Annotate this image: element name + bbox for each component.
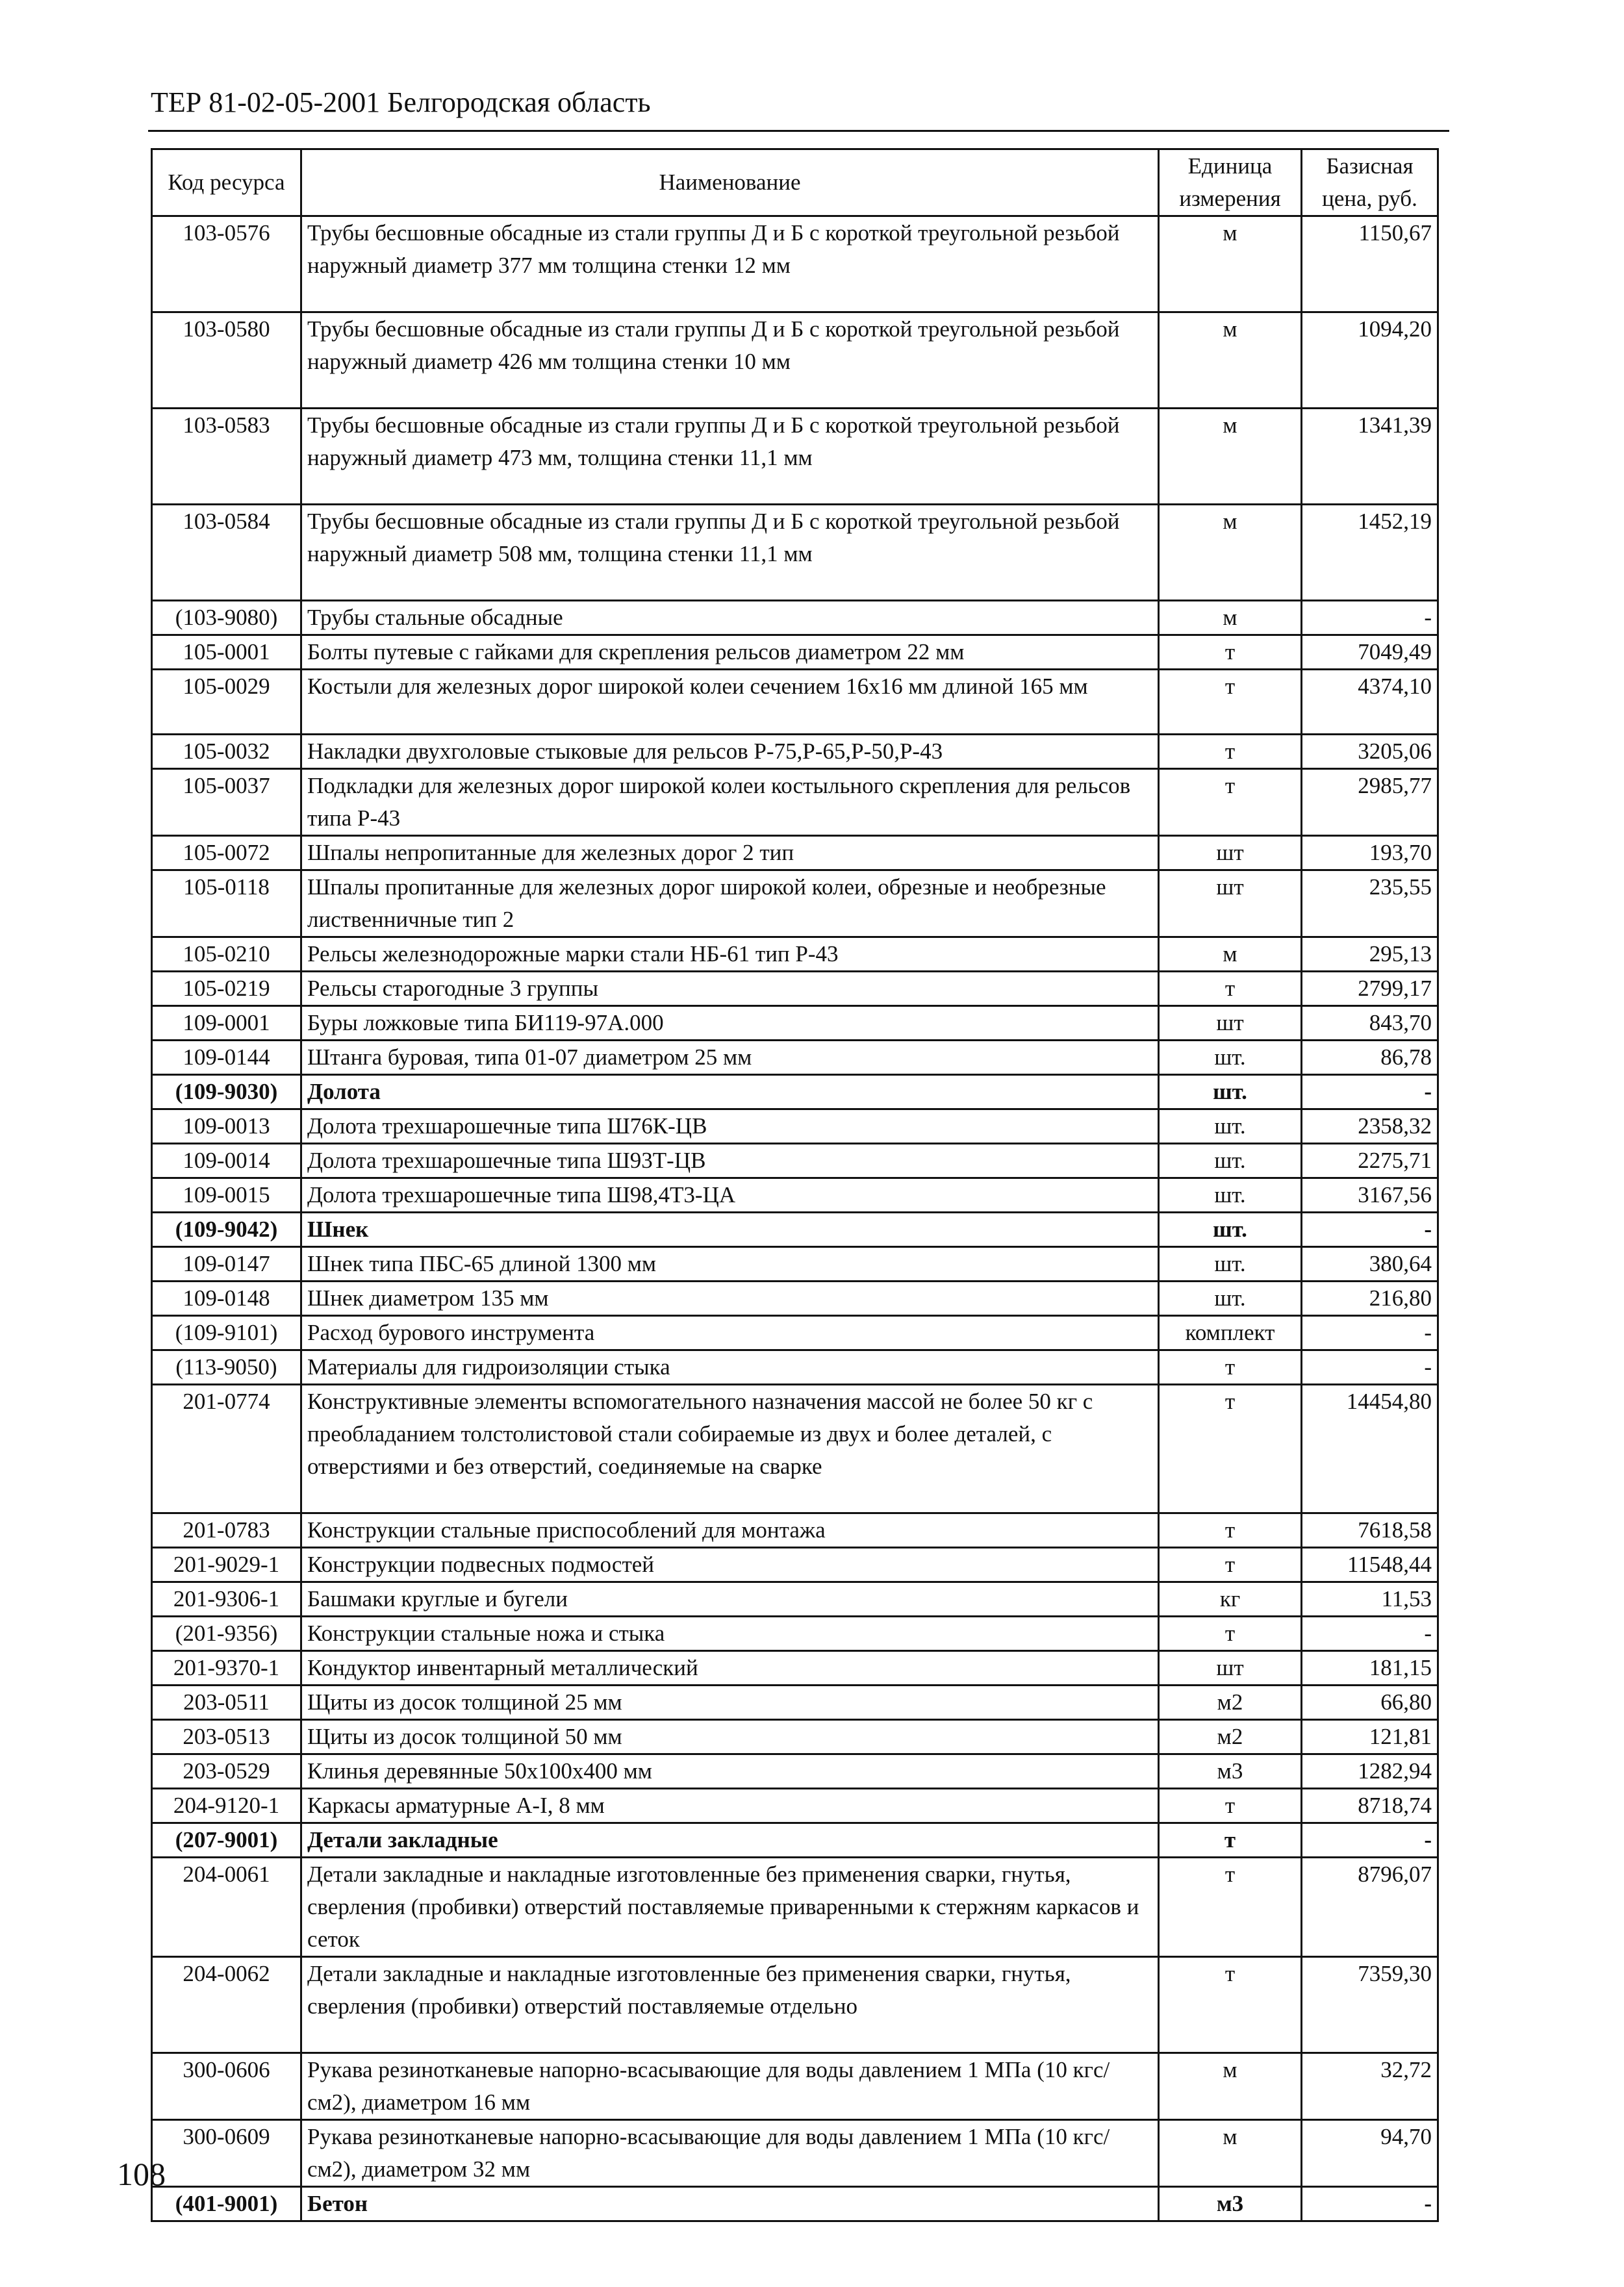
price-cell: -	[1302, 1316, 1438, 1350]
resource-code-cell: 203-0513	[152, 1720, 301, 1754]
price-cell: 8796,07	[1302, 1858, 1438, 1957]
table-row	[152, 1213, 1438, 1247]
table-row	[152, 1282, 1438, 1316]
unit-cell: шт.	[1159, 1144, 1302, 1178]
resource-name-cell: Кондуктор инвентарный металлический	[301, 1651, 1159, 1686]
unit-cell: м	[1159, 409, 1302, 505]
resource-code-cell: (109-9101)	[152, 1316, 301, 1350]
resource-name-cell: Шпалы пропитанные для железных дорог широкой колеи, обрезные и необрезные лиственничные тип 2	[301, 870, 1159, 937]
unit-cell: шт.	[1159, 1041, 1302, 1075]
price-cell: 7359,30	[1302, 1957, 1438, 2053]
resource-name-cell: Долота	[301, 1075, 1159, 1109]
price-cell: -	[1302, 1075, 1438, 1109]
resource-code-cell: 105-0001	[152, 635, 301, 670]
price-cell: 7618,58	[1302, 1513, 1438, 1548]
resource-name-cell: Шпалы непропитанные для железных дорог 2 тип	[301, 836, 1159, 870]
table-row	[152, 972, 1438, 1006]
table-row	[152, 635, 1438, 670]
resource-code-cell: 109-0014	[152, 1144, 301, 1178]
resource-code-cell: 300-0606	[152, 2053, 301, 2120]
table-row	[152, 1006, 1438, 1041]
resource-code-cell: 201-9029-1	[152, 1548, 301, 1582]
unit-cell: комплект	[1159, 1316, 1302, 1350]
resource-name-cell: Каркасы арматурные А-I, 8 мм	[301, 1789, 1159, 1823]
table-row	[152, 1720, 1438, 1754]
resource-name-cell: Трубы стальные обсадные	[301, 601, 1159, 635]
price-cell: 1282,94	[1302, 1754, 1438, 1789]
unit-cell: м2	[1159, 1720, 1302, 1754]
unit-cell: шт	[1159, 836, 1302, 870]
table-row	[152, 1513, 1438, 1548]
price-cell: 2275,71	[1302, 1144, 1438, 1178]
resource-code-cell: 103-0584	[152, 505, 301, 601]
unit-cell: кг	[1159, 1582, 1302, 1617]
column-header-name: Наименование	[301, 149, 1159, 216]
price-cell: 3167,56	[1302, 1178, 1438, 1213]
resource-code-cell: (201-9356)	[152, 1617, 301, 1651]
resource-code-cell: 109-0147	[152, 1247, 301, 1282]
resource-name-cell: Конструкции стальные ножа и стыка	[301, 1617, 1159, 1651]
column-header-unit	[1159, 149, 1302, 216]
table-row	[152, 1957, 1438, 2053]
unit-cell: шт.	[1159, 1282, 1302, 1316]
resource-name-cell: Трубы бесшовные обсадные из стали группы Д и Б с короткой треугольной резьбой наружный диаметр 508 мм, толщина стенки 11,1 мм	[301, 505, 1159, 601]
resource-name-cell: Рельсы старогодные 3 группы	[301, 972, 1159, 1006]
table-body	[152, 216, 1438, 2221]
resource-name-cell: Клинья деревянные 50х100х400 мм	[301, 1754, 1159, 1789]
resource-name-cell: Детали закладные и накладные изготовленные без применения сварки, гнутья, сверления (пробивки) отверстий поставляемые приваренными к стержням каркасов и сеток	[301, 1858, 1159, 1957]
resource-name-cell: Шнек типа ПБС-65 длиной 1300 мм	[301, 1247, 1159, 1282]
resource-name-cell: Штанга буровая, типа 01-07 диаметром 25 мм	[301, 1041, 1159, 1075]
price-cell: 14454,80	[1302, 1385, 1438, 1513]
price-cell: -	[1302, 1350, 1438, 1385]
resource-name-cell: Рельсы железнодорожные марки стали НБ-61 тип Р-43	[301, 937, 1159, 972]
table-row	[152, 1548, 1438, 1582]
resource-name-cell: Детали закладные	[301, 1823, 1159, 1858]
unit-cell: шт.	[1159, 1075, 1302, 1109]
table-row	[152, 2187, 1438, 2221]
resource-code-cell: 105-0029	[152, 670, 301, 735]
resource-code-cell: 109-0001	[152, 1006, 301, 1041]
unit-cell: т	[1159, 1617, 1302, 1651]
resource-code-cell: 201-9370-1	[152, 1651, 301, 1686]
resource-code-cell: 105-0032	[152, 735, 301, 769]
resource-code-cell: 203-0511	[152, 1686, 301, 1720]
unit-cell: м	[1159, 2053, 1302, 2120]
column-header-code: Код ресурса	[152, 149, 301, 216]
resource-code-cell: (113-9050)	[152, 1350, 301, 1385]
unit-cell: т	[1159, 1823, 1302, 1858]
price-cell: 11548,44	[1302, 1548, 1438, 1582]
resource-code-cell: 201-0783	[152, 1513, 301, 1548]
resource-code-cell: 105-0072	[152, 836, 301, 870]
resource-code-cell: 103-0583	[152, 409, 301, 505]
unit-cell: шт.	[1159, 1213, 1302, 1247]
unit-cell: т	[1159, 769, 1302, 836]
price-cell: 843,70	[1302, 1006, 1438, 1041]
resource-name-cell: Конструктивные элементы вспомогательного назначения массой не более 50 кг с преобладанием толстолистовой стали собираемые из двух и более деталей, с отверстиями и без отверстий, соединяемые на сварке	[301, 1385, 1159, 1513]
price-cell: 193,70	[1302, 836, 1438, 870]
price-cell: 2358,32	[1302, 1109, 1438, 1144]
table-row	[152, 769, 1438, 836]
unit-cell: шт.	[1159, 1247, 1302, 1282]
table-row	[152, 1109, 1438, 1144]
table-row	[152, 1617, 1438, 1651]
resource-code-cell: 103-0580	[152, 312, 301, 409]
unit-cell: т	[1159, 1385, 1302, 1513]
unit-cell: м2	[1159, 1686, 1302, 1720]
table-row	[152, 937, 1438, 972]
resource-name-cell: Щиты из досок толщиной 25 мм	[301, 1686, 1159, 1720]
column-header-price	[1302, 149, 1438, 216]
unit-cell: т	[1159, 1957, 1302, 2053]
resource-name-cell: Трубы бесшовные обсадные из стали группы Д и Б с короткой треугольной резьбой наружный диаметр 473 мм, толщина стенки 11,1 мм	[301, 409, 1159, 505]
unit-cell: т	[1159, 1789, 1302, 1823]
resource-name-cell: Долота трехшарошечные типа Ш93Т-ЦВ	[301, 1144, 1159, 1178]
unit-cell: т	[1159, 1350, 1302, 1385]
table-row	[152, 505, 1438, 601]
unit-cell: м3	[1159, 2187, 1302, 2221]
resource-name-cell: Трубы бесшовные обсадные из стали группы Д и Б с короткой треугольной резьбой наружный диаметр 426 мм толщина стенки 10 мм	[301, 312, 1159, 409]
unit-cell: м3	[1159, 1754, 1302, 1789]
table-row	[152, 1075, 1438, 1109]
resource-name-cell: Долота трехшарошечные типа Ш76К-ЦВ	[301, 1109, 1159, 1144]
unit-cell: м	[1159, 937, 1302, 972]
price-cell: 94,70	[1302, 2120, 1438, 2187]
column-header-price-line1: Базисная	[1326, 153, 1414, 179]
table-row	[152, 216, 1438, 312]
price-cell: 181,15	[1302, 1651, 1438, 1686]
resource-code-cell: 300-0609	[152, 2120, 301, 2187]
price-cell: -	[1302, 1823, 1438, 1858]
price-cell: 216,80	[1302, 1282, 1438, 1316]
column-header-unit-line2: измерения	[1179, 186, 1281, 211]
price-cell: 235,55	[1302, 870, 1438, 937]
resource-code-cell: 204-0062	[152, 1957, 301, 2053]
unit-cell: м	[1159, 601, 1302, 635]
resource-code-cell: 105-0037	[152, 769, 301, 836]
resource-code-cell: 109-0148	[152, 1282, 301, 1316]
resource-name-cell: Трубы бесшовные обсадные из стали группы Д и Б с короткой треугольной резьбой наружный диаметр 377 мм толщина стенки 12 мм	[301, 216, 1159, 312]
table-row	[152, 2053, 1438, 2120]
resource-code-cell: (207-9001)	[152, 1823, 301, 1858]
table-row	[152, 312, 1438, 409]
unit-cell: шт	[1159, 870, 1302, 937]
resource-code-cell: (103-9080)	[152, 601, 301, 635]
unit-cell: м	[1159, 216, 1302, 312]
price-cell: -	[1302, 601, 1438, 635]
unit-cell: т	[1159, 1513, 1302, 1548]
resource-name-cell: Болты путевые с гайками для скрепления рельсов диаметром 22 мм	[301, 635, 1159, 670]
table-row	[152, 1247, 1438, 1282]
table-row	[152, 836, 1438, 870]
table-row	[152, 1178, 1438, 1213]
table-row	[152, 1144, 1438, 1178]
resource-code-cell: (109-9042)	[152, 1213, 301, 1247]
unit-cell: т	[1159, 972, 1302, 1006]
resource-code-cell: 105-0219	[152, 972, 301, 1006]
table-row	[152, 1041, 1438, 1075]
header-rule	[148, 130, 1449, 132]
price-cell: -	[1302, 1617, 1438, 1651]
table-row	[152, 1350, 1438, 1385]
resource-name-cell: Рукава резинотканевые напорно-всасывающие для воды давлением 1 МПа (10 кгс/см2), диаметром 16 мм	[301, 2053, 1159, 2120]
price-cell: 66,80	[1302, 1686, 1438, 1720]
price-cell: 1094,20	[1302, 312, 1438, 409]
resource-code-cell: 201-9306-1	[152, 1582, 301, 1617]
unit-cell: т	[1159, 735, 1302, 769]
resource-code-cell: 203-0529	[152, 1754, 301, 1789]
table-row	[152, 2120, 1438, 2187]
page-header-title: ТЕР 81-02-05-2001 Белгородская область	[151, 86, 651, 118]
resource-name-cell: Подкладки для железных дорог широкой колеи костыльного скрепления для рельсов типа Р-43	[301, 769, 1159, 836]
resource-code-cell: 105-0210	[152, 937, 301, 972]
resource-name-cell: Детали закладные и накладные изготовленные без применения сварки, гнутья, сверления (пробивки) отверстий поставляемые отдельно	[301, 1957, 1159, 2053]
price-cell: 8718,74	[1302, 1789, 1438, 1823]
resource-name-cell: Рукава резинотканевые напорно-всасывающие для воды давлением 1 МПа (10 кгс/см2), диаметром 32 мм	[301, 2120, 1159, 2187]
resource-name-cell: Накладки двухголовые стыковые для рельсов Р-75,Р-65,Р-50,Р-43	[301, 735, 1159, 769]
resource-code-cell: 109-0015	[152, 1178, 301, 1213]
table-row	[152, 1789, 1438, 1823]
resource-code-cell: 103-0576	[152, 216, 301, 312]
resource-name-cell: Костыли для железных дорог широкой колеи сечением 16х16 мм длиной 165 мм	[301, 670, 1159, 735]
column-header-unit-line1: Единица	[1187, 153, 1273, 179]
unit-cell: шт.	[1159, 1178, 1302, 1213]
resource-code-cell: 109-0144	[152, 1041, 301, 1075]
resource-name-cell: Щиты из досок толщиной 50 мм	[301, 1720, 1159, 1754]
price-cell: 295,13	[1302, 937, 1438, 972]
resource-name-cell: Материалы для гидроизоляции стыка	[301, 1350, 1159, 1385]
unit-cell: т	[1159, 1858, 1302, 1957]
resource-name-cell: Конструкции подвесных подмостей	[301, 1548, 1159, 1582]
resource-code-cell: 105-0118	[152, 870, 301, 937]
unit-cell: т	[1159, 1548, 1302, 1582]
resource-code-cell: 201-0774	[152, 1385, 301, 1513]
unit-cell: м	[1159, 312, 1302, 409]
resource-code-cell: 204-9120-1	[152, 1789, 301, 1823]
price-cell: 2985,77	[1302, 769, 1438, 836]
resource-name-cell: Бетон	[301, 2187, 1159, 2221]
price-cell: -	[1302, 2187, 1438, 2221]
table-row	[152, 870, 1438, 937]
table-row	[152, 601, 1438, 635]
price-cell: 86,78	[1302, 1041, 1438, 1075]
resource-name-cell: Буры ложковые типа БИ119-97А.000	[301, 1006, 1159, 1041]
resource-code-cell: (109-9030)	[152, 1075, 301, 1109]
price-cell: 1150,67	[1302, 216, 1438, 312]
table-row	[152, 1582, 1438, 1617]
resource-name-cell: Башмаки круглые и бугели	[301, 1582, 1159, 1617]
table-row	[152, 735, 1438, 769]
table-row	[152, 1651, 1438, 1686]
unit-cell: т	[1159, 670, 1302, 735]
table-row	[152, 409, 1438, 505]
resource-code-cell: 204-0061	[152, 1858, 301, 1957]
resource-name-cell: Долота трехшарошечные типа Ш98,4Т3-ЦА	[301, 1178, 1159, 1213]
table-row	[152, 1686, 1438, 1720]
table-row	[152, 670, 1438, 735]
column-header-price-line2: цена, руб.	[1322, 186, 1417, 211]
table-row	[152, 1385, 1438, 1513]
price-cell: 2799,17	[1302, 972, 1438, 1006]
price-cell: 1452,19	[1302, 505, 1438, 601]
unit-cell: м	[1159, 2120, 1302, 2187]
price-cell: -	[1302, 1213, 1438, 1247]
unit-cell: т	[1159, 635, 1302, 670]
unit-cell: шт.	[1159, 1109, 1302, 1144]
table-row	[152, 1316, 1438, 1350]
resource-name-cell: Конструкции стальные приспособлений для монтажа	[301, 1513, 1159, 1548]
price-cell: 121,81	[1302, 1720, 1438, 1754]
price-cell: 3205,06	[1302, 735, 1438, 769]
page-number: 108	[117, 2156, 166, 2192]
table-header-row	[152, 149, 1438, 216]
price-cell: 380,64	[1302, 1247, 1438, 1282]
price-cell: 11,53	[1302, 1582, 1438, 1617]
unit-cell: шт	[1159, 1651, 1302, 1686]
price-cell: 4374,10	[1302, 670, 1438, 735]
resource-price-table	[151, 148, 1439, 2222]
unit-cell: м	[1159, 505, 1302, 601]
resource-code-cell: 109-0013	[152, 1109, 301, 1144]
resource-name-cell: Расход бурового инструмента	[301, 1316, 1159, 1350]
table-row	[152, 1823, 1438, 1858]
table-row	[152, 1858, 1438, 1957]
table-row	[152, 1754, 1438, 1789]
price-cell: 7049,49	[1302, 635, 1438, 670]
price-cell: 32,72	[1302, 2053, 1438, 2120]
resource-name-cell: Шнек	[301, 1213, 1159, 1247]
resource-name-cell: Шнек диаметром 135 мм	[301, 1282, 1159, 1316]
price-cell: 1341,39	[1302, 409, 1438, 505]
resource-code-cell: (401-9001)	[152, 2187, 301, 2221]
unit-cell: шт	[1159, 1006, 1302, 1041]
